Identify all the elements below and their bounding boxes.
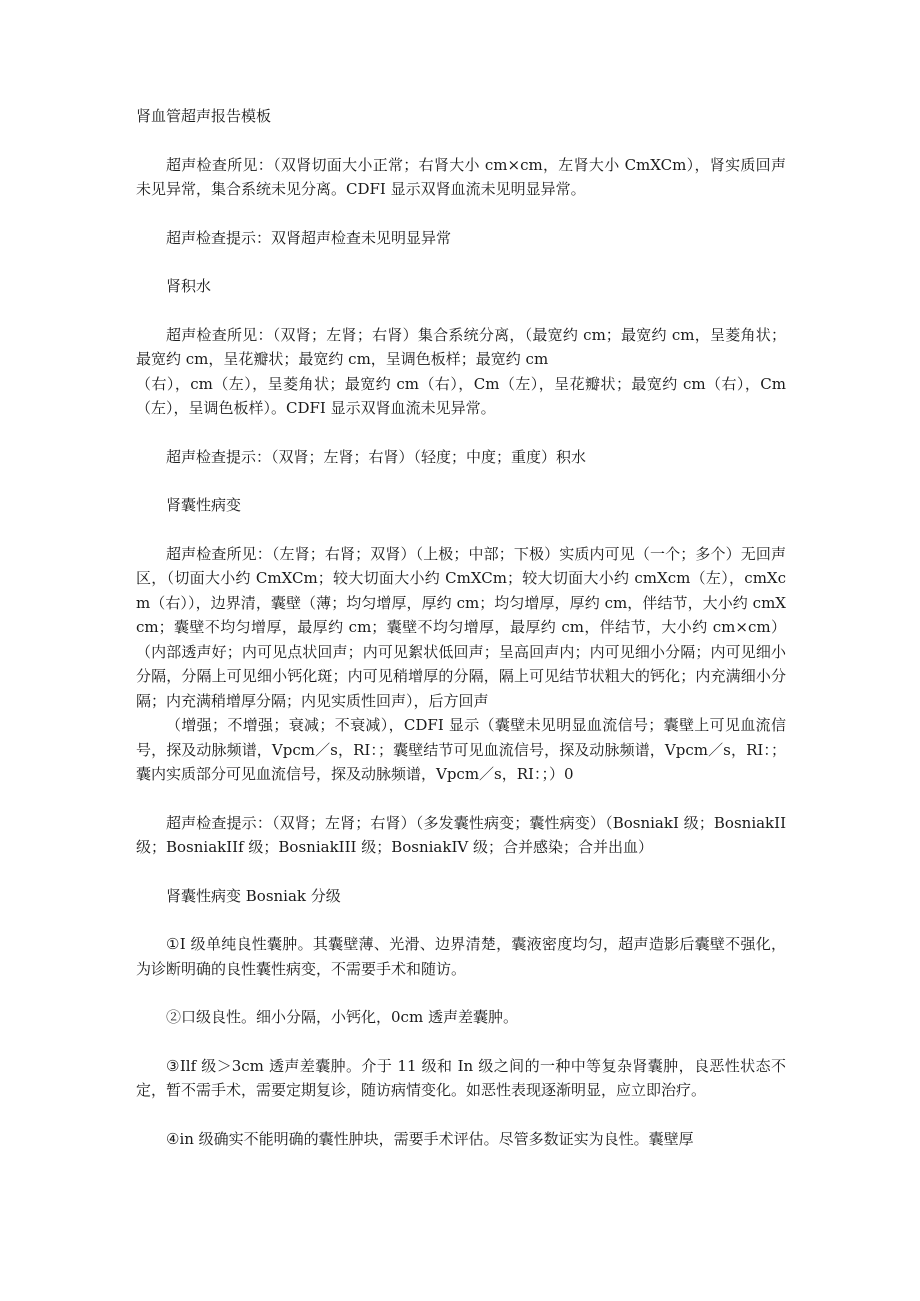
cystic-findings-part-1: 超声检查所见：（左肾；右肾；双肾）（上极；中部；下极）实质内可见（一个；多个）无回声区，（切面大小约 CmXCm；较大切面大小约 CmXCm；较大切面大小约 cmXcm（左），cmXcm（右）），边界清，囊壁（薄；均匀增厚，厚约 cm；均匀增厚，厚约 cm，伴结节，大小约 cmXcm；囊壁不均匀增厚，最厚约 cm；囊壁不均匀增厚，最厚约 cm，伴结节，大小约 cm×cm）（内部透声好；内可见点状回声；内可见絮状低回声；呈高回声内；内可见细小分隔；内可见细小分隔，分隔上可见细小钙化斑；内可见稍增厚的分隔，隔上可见结节状粗大的钙化；内充满细小分隔；内充满稍增厚分隔；内见实质性回声），后方回声 [136,544,786,710]
cystic-findings [136,542,786,787]
hydronephrosis-findings-part-1: 超声检查所见：（双肾；左肾；右肾）集合系统分离，（最宽约 cm；最宽约 cm，呈菱角状；最宽约 cm，呈花瓣状；最宽约 cm，呈调色板样；最宽约 cm [136,325,786,368]
hydronephrosis-findings [136,323,786,421]
hydronephrosis-findings-part-2: （右），cm（左），呈菱角状；最宽约 cm（右），Cm（左），呈花瓣状；最宽约 cm（右），Cm（左），呈调色板样）。CDFI 显示双肾血流未见异常。 [136,374,786,417]
cystic-impression: 超声检查提示：（双肾；左肾；右肾）（多发囊性病变；囊性病变）（BosniakI 级；BosniakII 级；BosniakIIf 级；BosniakIII 级；BosniakIV 级；合并感染；合并出血） [136,813,786,856]
cystic-heading: 肾囊性病变 [166,496,242,514]
bosniak-item: ②口级良性。细小分隔，小钙化，0cm 透声差囊肿。 [166,1008,518,1026]
bosniak-item: ③Ilf 级＞3cm 透声差囊肿。介于 11 级和 In 级之间的一种中等复杂肾囊肿，良恶性状态不定，暂不需手术，需要定期复诊，随访病情变化。如恶性表现逐渐明显，应立即治疗。 [136,1056,786,1099]
bosniak-heading: 肾囊性病变 Bosniak 分级 [166,886,341,905]
document-title: 肾血管超声报告模板 [136,107,272,125]
normal-impression: 超声检查提示：双肾超声检查未见明显异常 [166,228,452,247]
bosniak-item: ①I 级单纯良性囊肿。其囊壁薄、光滑、边界清楚，囊液密度均匀，超声造影后囊壁不强化，为诊断明确的良性囊性病变，不需要手术和随访。 [136,935,786,978]
hydronephrosis-heading: 肾积水 [166,277,212,295]
bosniak-item: ④in 级确实不能明确的囊性肿块，需要手术评估。尽管多数证实为良性。囊壁厚 [166,1129,694,1148]
document-body [136,104,786,1175]
normal-findings: 超声检查所见：（双肾切面大小正常；右肾大小 cm×cm，左肾大小 CmXCm），肾实质回声未见异常，集合系统未见分离。CDFI 显示双肾血流未见明显异常。 [136,155,786,198]
cystic-findings-part-2: （增强；不增强；衰减；不衰减），CDFI 显示（囊壁未见明显血流信号；囊壁上可见血流信号，探及动脉频谱，Vpcm／s，RI：；囊壁结节可见血流信号，探及动脉频谱，Vpcm／s，RI：；囊内实质部分可见血流信号，探及动脉频谱，Vpcm／s，RI：；）0 [136,716,786,783]
hydronephrosis-impression: 超声检查提示：（双肾；左肾；右肾）（轻度；中度；重度）积水 [166,447,587,466]
